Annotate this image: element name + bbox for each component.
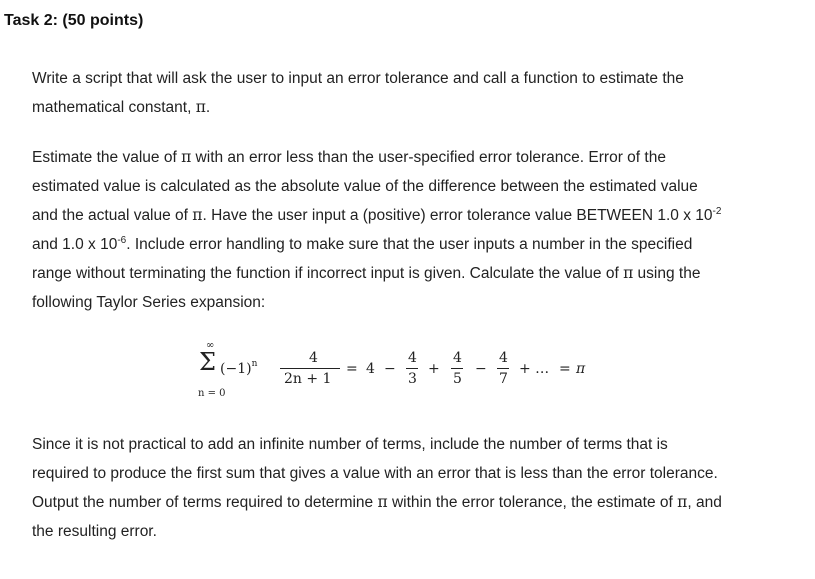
text-line: Output the number of terms required to determine π within the error tolerance, the estimate of π, and [32,493,722,511]
fraction-bar [406,368,418,369]
text-line: Since it is not practical to add an infinite number of terms, include the number of terms that is [32,436,668,453]
fraction-denominator: 3 [408,371,417,387]
sum-lower-limit: n = 0 [198,388,226,399]
pi-symbol: π [576,361,586,377]
plus-ellipsis: + … [519,361,550,377]
taylor-series-formula [196,340,616,408]
equals-sign: = [346,361,358,377]
fraction-bar [451,368,463,369]
text-line: and the actual value of π. Have the user input a (positive) error tolerance value BETWEEN 1.0 x $10^{-2}$ [32,206,722,224]
fraction-numerator: 4 [309,350,318,366]
sigma-symbol: Σ [199,348,216,376]
alternating-term: $(-1)^n$ [220,359,258,377]
fraction-denominator: 5 [453,371,462,387]
pi-symbol: π [192,206,203,224]
fraction-denominator: 7 [499,371,508,387]
sum-upper-limit: ∞ [206,340,215,351]
plus-sign: + [428,361,440,377]
pi-symbol: π [677,493,688,511]
equals-sign: = [559,361,571,377]
fraction-denominator: 2n + 1 [284,371,332,387]
text-line: and 1.0 x $10^{-6}$. Include error handling to make sure that the user inputs a number in the specified [32,235,693,253]
text-line: range without terminating the function if incorrect input is given. Calculate the value of π using the [32,264,701,282]
pi-symbol: π [623,264,634,282]
pi-symbol: π [377,493,388,511]
text-line: following Taylor Series expansion: [32,294,266,311]
fraction-numerator: 4 [453,350,462,366]
fraction-numerator: 4 [499,350,508,366]
text-line: estimated value is calculated as the absolute value of the difference between the estimated value [32,178,698,195]
instructions-paragraph [32,143,802,317]
fraction-numerator: 4 [408,350,417,366]
pi-symbol: π [195,98,206,116]
term-four: 4 [366,361,375,377]
text-line: Write a script that will ask the user to input an error tolerance and call a function to estimate the [32,70,684,87]
task-title: Task 2: (50 points) [4,12,144,29]
text-line: Estimate the value of π with an error less than the user-specified error tolerance. Error of the [32,148,666,166]
text-line: mathematical constant, π. [32,98,211,116]
output-paragraph [32,430,802,546]
fraction-bar [280,368,340,369]
text-line: the resulting error. [32,523,157,540]
fraction-bar [497,368,509,369]
exponent: -2 [712,206,722,217]
minus-sign: − [384,361,396,377]
pi-symbol: π [181,148,192,166]
minus-sign: − [475,361,487,377]
exponent: -6 [117,235,127,246]
text-line: required to produce the first sum that gives a value with an error that is less than the error tolerance. [32,465,718,482]
intro-paragraph [32,64,802,122]
